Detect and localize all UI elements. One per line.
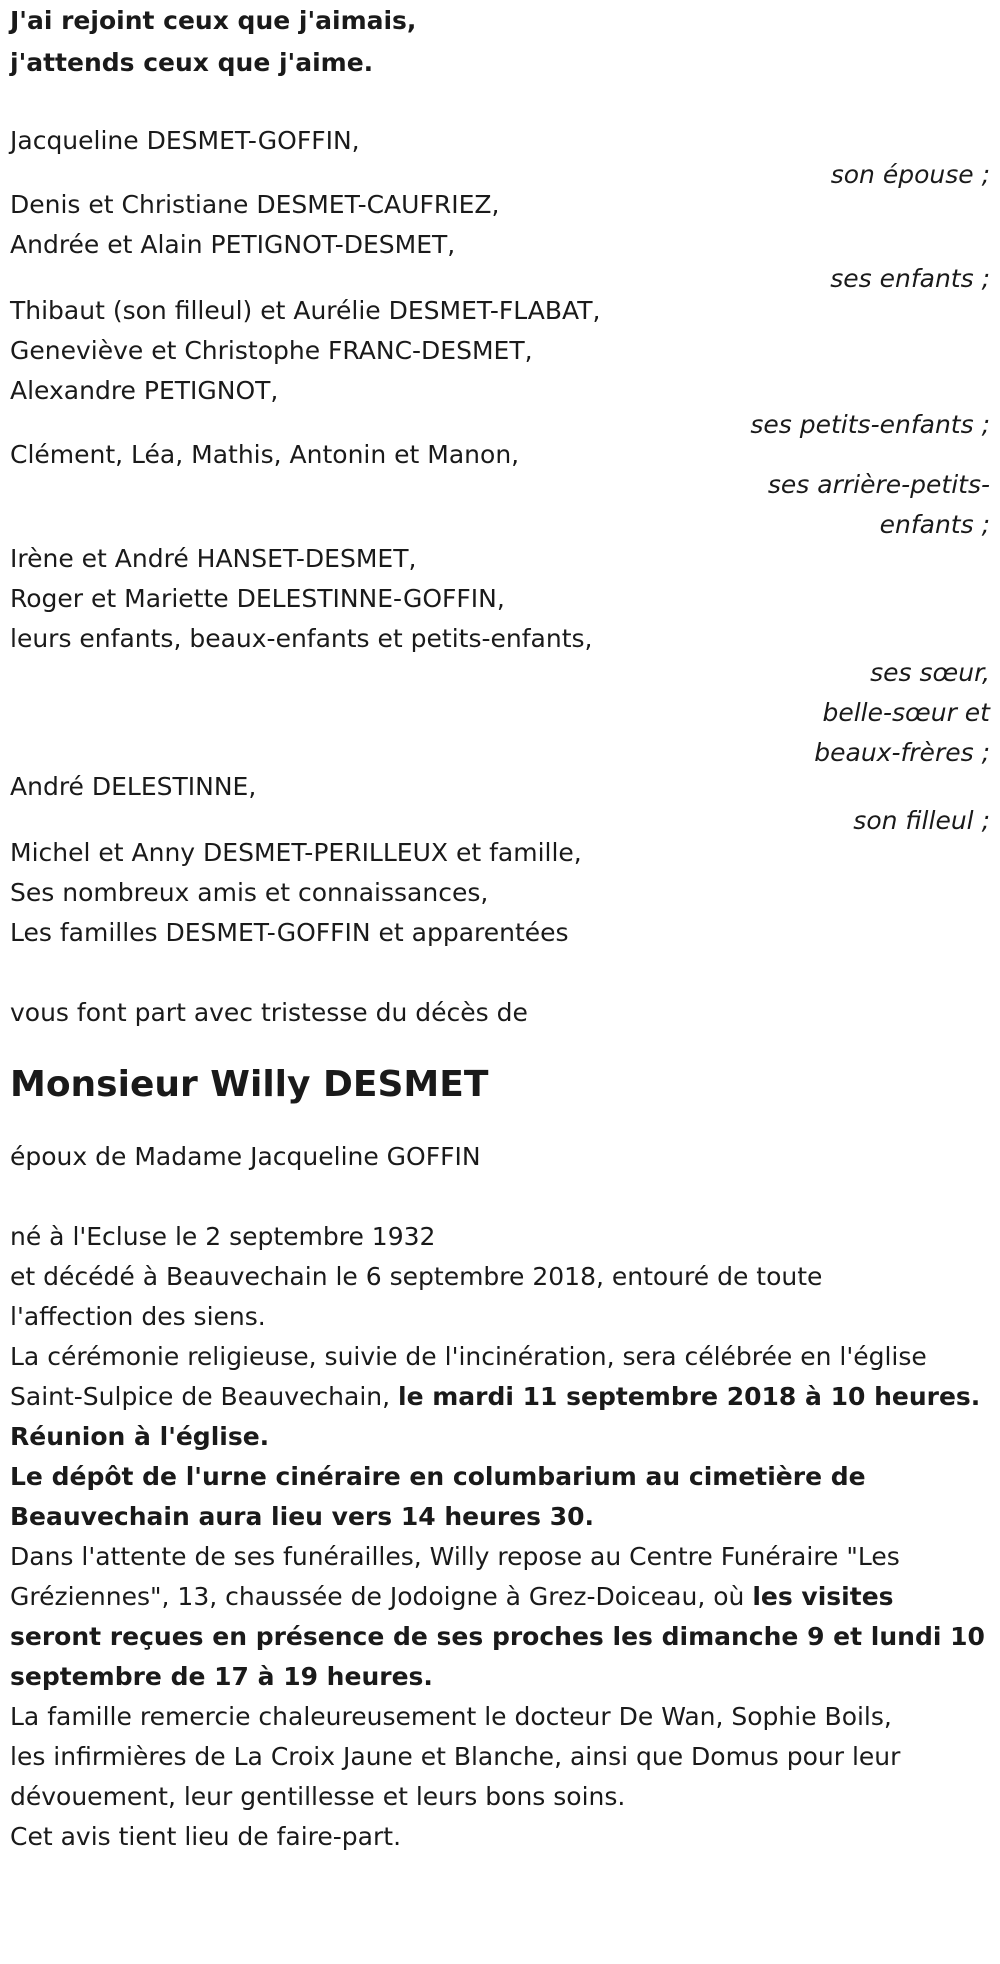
ceremony-paragraph <box>10 1337 1000 1417</box>
rest-paragraph <box>10 1537 1000 1697</box>
family-member: Irène et André HANSET-DESMET, <box>10 544 417 573</box>
relation-label-line: belle-sœur et <box>822 698 990 727</box>
thanks-line: les infirmières de La Croix Jaune et Blanche, ainsi que Domus pour leur <box>10 1742 901 1771</box>
ceremony-line: La cérémonie religieuse, suivie de l'incinération, sera célébrée en l'église <box>10 1342 927 1371</box>
death-paragraph <box>10 1257 1000 1337</box>
relation-label <box>10 653 990 773</box>
spouse-line: époux de Madame Jacqueline GOFFIN <box>10 1142 481 1171</box>
ceremony-datetime: le mardi 11 septembre 2018 à 10 heures. <box>398 1382 981 1411</box>
family-group-spouse <box>10 121 1000 195</box>
relation-label-line: beaux-frères ; <box>814 738 990 767</box>
ceremony-line <box>10 1377 1000 1417</box>
family-group-grandchildren <box>10 291 1000 445</box>
relation-label-line: ses arrière-petits- <box>767 470 990 499</box>
family-group-siblings <box>10 539 1000 773</box>
urn-line: Beauvechain aura lieu vers 14 heures 30. <box>10 1502 595 1531</box>
relation-label <box>10 465 990 545</box>
family-member: Les familles DESMET-GOFFIN et apparentées <box>10 918 569 947</box>
deceased-name: Monsieur Willy DESMET <box>10 1064 489 1105</box>
family-member: Thibaut (son filleul) et Aurélie DESMET-FLABAT, <box>10 296 601 325</box>
obituary-notice <box>0 1 1000 1857</box>
epigraph-line: J'ai rejoint ceux que j'aimais, <box>10 6 417 35</box>
family-member: Ses nombreux amis et connaissances, <box>10 878 489 907</box>
epigraph-line: j'attends ceux que j'aime. <box>10 48 374 77</box>
family-member: André DELESTINNE, <box>10 772 257 801</box>
family-group-others <box>10 833 1000 953</box>
birth-line: né à l'Ecluse le 2 septembre 1932 <box>10 1222 436 1251</box>
reunion-line: Réunion à l'église. <box>10 1422 270 1451</box>
thanks-line: La famille remercie chaleureusement le docteur De Wan, Sophie Boils, <box>10 1702 892 1731</box>
thanks-paragraph <box>10 1697 1000 1817</box>
urn-paragraph <box>10 1457 1000 1537</box>
closing-line: Cet avis tient lieu de faire-part. <box>10 1822 402 1851</box>
family-member: Roger et Mariette DELESTINNE-GOFFIN, <box>10 584 505 613</box>
visits-info: seront reçues en présence de ses proches les dimanche 9 et lundi 10 <box>10 1622 985 1651</box>
rest-place: Gréziennes", 13, chaussée de Jodoigne à Grez-Doiceau, où <box>10 1582 753 1611</box>
urn-line: Le dépôt de l'urne cinéraire en columbarium au cimetière de <box>10 1462 866 1491</box>
rest-line: Dans l'attente de ses funérailles, Willy repose au Centre Funéraire "Les <box>10 1542 900 1571</box>
relation-label-line: ses sœur, <box>870 658 990 687</box>
family-member: Jacqueline DESMET-GOFFIN, <box>10 126 360 155</box>
visits-info: les visites <box>752 1582 894 1611</box>
family-group-great-grandchildren <box>10 435 1000 545</box>
family-group-children <box>10 185 1000 299</box>
relation-label-line: enfants ; <box>879 510 990 539</box>
visits-info: septembre de 17 à 19 heures. <box>10 1662 433 1691</box>
family-member: Geneviève et Christophe FRANC-DESMET, <box>10 336 533 365</box>
thanks-line: dévouement, leur gentillesse et leurs bons soins. <box>10 1782 626 1811</box>
family-member: Denis et Christiane DESMET-CAUFRIEZ, <box>10 190 500 219</box>
epigraph <box>10 1 1000 83</box>
relation-label: ses petits-enfants ; <box>750 410 990 439</box>
ceremony-place: Saint-Sulpice de Beauvechain, <box>10 1382 399 1411</box>
death-line: et décédé à Beauvechain le 6 septembre 2018, entouré de toute <box>10 1262 823 1291</box>
rest-line <box>10 1577 1000 1617</box>
death-line: l'affection des siens. <box>10 1302 266 1331</box>
announcement-text: vous font part avec tristesse du décès de <box>10 998 528 1027</box>
family-member: Michel et Anny DESMET-PERILLEUX et famille, <box>10 838 582 867</box>
relation-label: son épouse ; <box>830 160 990 189</box>
family-group-godson <box>10 767 1000 841</box>
family-member: leurs enfants, beaux-enfants et petits-enfants, <box>10 624 593 653</box>
relation-label: ses enfants ; <box>830 264 990 293</box>
family-member: Andrée et Alain PETIGNOT-DESMET, <box>10 230 456 259</box>
relation-label: son filleul ; <box>853 806 990 835</box>
family-member: Alexandre PETIGNOT, <box>10 376 279 405</box>
family-member: Clément, Léa, Mathis, Antonin et Manon, <box>10 440 520 469</box>
